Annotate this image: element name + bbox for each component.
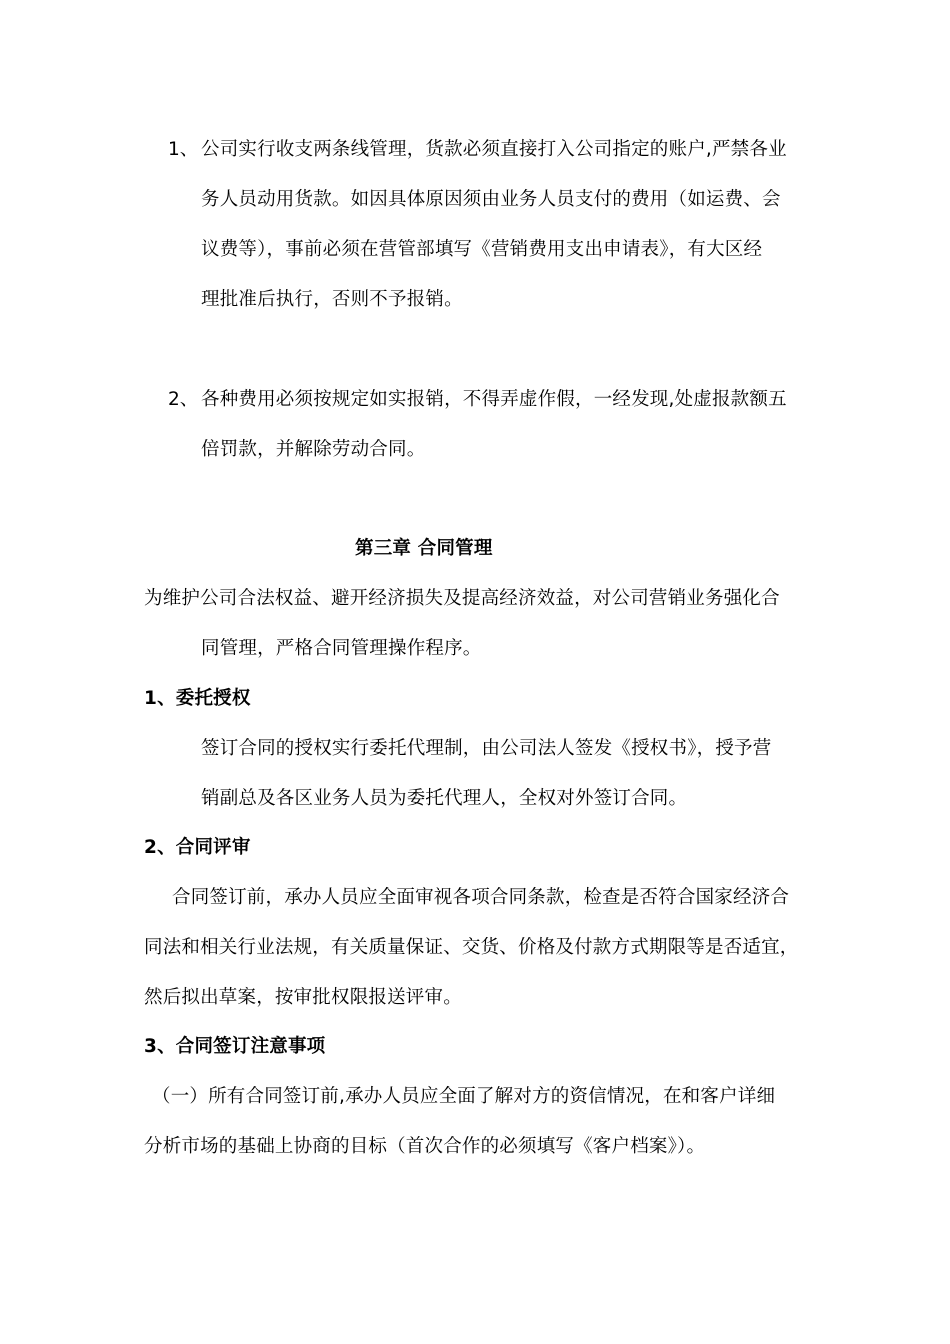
item1-line-2: 务人员动用货款。如因具体原因须由业务人员支付的费用（如运费、会 — [201, 189, 781, 210]
item2-number: 2、 — [168, 389, 199, 410]
section3-line-1: （一）所有合同签订前,承办人员应全面了解对方的资信情况，在和客户详细 — [152, 1086, 776, 1107]
item1-line-4: 理批准后执行，否则不予报销。 — [201, 289, 463, 310]
item1-line-3: 议费等），事前必须在营管部填写《营销费用支出申请表》，有大区经 — [201, 239, 763, 260]
intro-line-2: 同管理，严格合同管理操作程序。 — [201, 638, 482, 659]
section2-line-3: 然后拟出草案，按审批权限报送评审。 — [144, 987, 462, 1008]
item1-number: 1、 — [168, 139, 199, 160]
section1-line-2: 销副总及各区业务人员为委托代理人，全权对外签订合同。 — [201, 788, 688, 809]
intro-line-1: 为维护公司合法权益、避开经济损失及提高经济效益，对公司营销业务强化合 — [144, 588, 780, 609]
section1-heading: 1、委托授权 — [144, 688, 251, 709]
section2-heading: 2、合同评审 — [144, 837, 251, 858]
chapter-title: 第三章 合同管理 — [355, 538, 493, 559]
item2-line-2: 倍罚款，并解除劳动合同。 — [201, 439, 426, 460]
item1-line-1: 公司实行收支两条线管理，货款必须直接打入公司指定的账户,严禁各业 — [201, 139, 787, 160]
section3-line-2: 分析市场的基础上协商的目标（首次合作的必须填写《客户档案》）。 — [144, 1136, 706, 1157]
section2-line-2: 同法和相关行业法规，有关质量保证、交货、价格及付款方式期限等是否适宜， — [144, 937, 799, 958]
section3-heading: 3、合同签订注意事项 — [144, 1036, 326, 1057]
section1-line-1: 签订合同的授权实行委托代理制，由公司法人签发《授权书》，授予营 — [201, 738, 772, 759]
item2-line-1: 各种费用必须按规定如实报销，不得弄虚作假，一经发现,处虚报款额五 — [201, 389, 787, 410]
section2-line-1: 合同签订前，承办人员应全面审视各项合同条款，检查是否符合国家经济合 — [172, 887, 790, 908]
